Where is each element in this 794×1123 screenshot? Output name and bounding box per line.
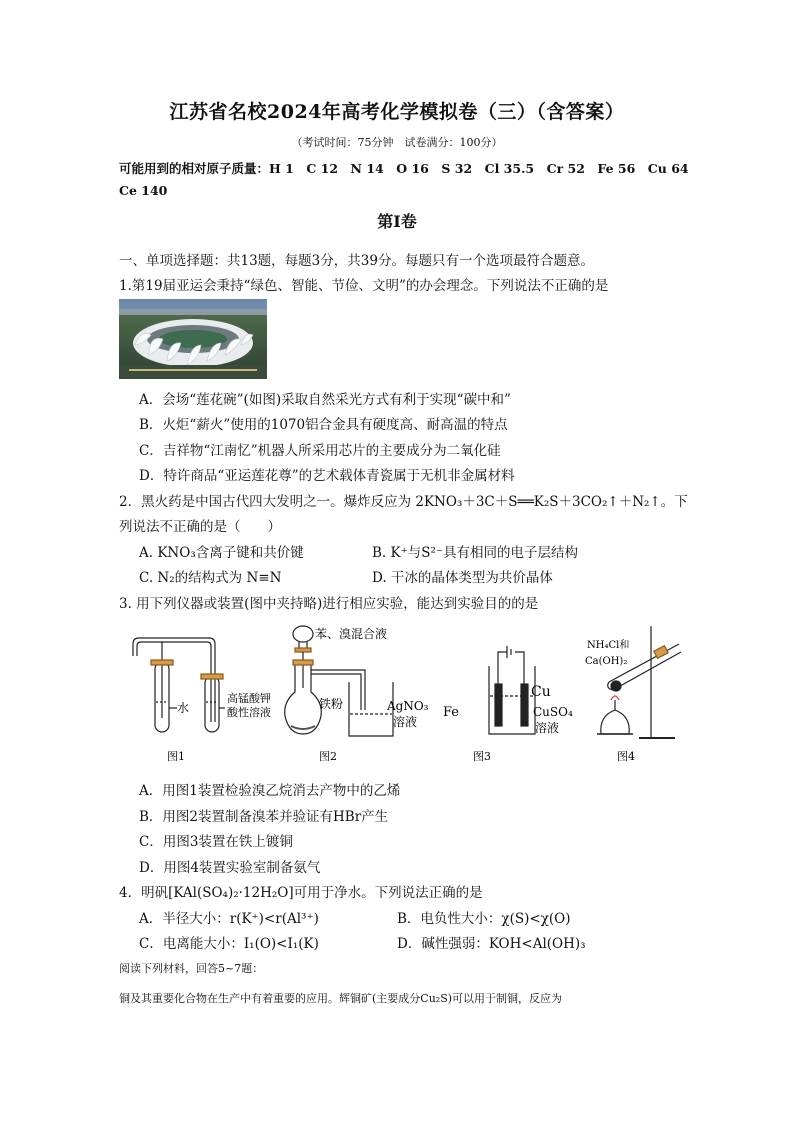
q3-option-a: A．用图1装置检验溴乙烷消去产物中的乙烯 — [139, 783, 401, 799]
volume-heading: 第Ⅰ卷 — [377, 212, 417, 231]
fig3-cuso4-label: CuSO₄ — [533, 705, 573, 719]
exam-info: （考试时间：75分钟 试卷满分：100分） — [291, 136, 503, 149]
fig3-fe-label: Fe — [443, 705, 460, 720]
fig2-iron-label: 铁粉 — [319, 697, 344, 711]
fig1-water-label: 水 — [177, 701, 190, 715]
fig2-agno3-label: AgNO₃ — [387, 699, 429, 713]
q1-option-a: A．会场“莲花碗”(如图)采取自然采光方式有利于实现“碳中和” — [139, 392, 511, 408]
q2-option-b: B. K⁺与S²⁻具有相同的电子层结构 — [372, 545, 578, 561]
fig1-kmno4-label-2: 酸性溶液 — [227, 706, 271, 719]
q4-option-c: C．电离能大小：I₁(O)<I₁(K) — [139, 936, 319, 952]
q4-option-a: A．半径大小：r(K⁺)<r(Al³⁺) — [139, 911, 319, 927]
q1-option-c: C．吉祥物“江南忆”机器人所采用芯片的主要成分为二氧化硅 — [139, 443, 501, 459]
section-instruction: 一、单项选择题：共13题，每题3分，共39分。每题只有一个选项最符合题意。 — [119, 253, 594, 269]
q3-figure — [119, 618, 689, 770]
q3-option-b: B．用图2装置制备溴苯并验证有HBr产生 — [139, 809, 389, 825]
lotus-stadium-photo — [119, 299, 267, 379]
q2-option-a: A. KNO₃含离子键和共价键 — [139, 545, 304, 561]
q2-stem-line-2: 列说法不正确的是（ ） — [119, 519, 281, 535]
fig4-caoh-label: Ca(OH)₂ — [585, 656, 628, 667]
q4-stem: 4．明矾[KAl(SO₄)₂·12H₂O]可用于净水。下列说法正确的是 — [119, 885, 483, 901]
page-title: 江苏省名校2024年高考化学模拟卷（三）（含答案） — [169, 101, 625, 123]
reading-text: 铜及其重要化合物在生产中有着重要的应用。辉铜矿(主要成分Cu₂S)可以用于制铜，反应为 — [119, 992, 563, 1005]
fig4-nh4cl-label: NH₄Cl和 — [587, 640, 630, 651]
figure-2-apparatus — [285, 626, 393, 736]
fig4-caption: 图4 — [617, 750, 635, 763]
fig3-cuso4-solution-label: 溶液 — [535, 721, 560, 735]
fig1-caption: 图1 — [167, 750, 185, 763]
q1-stem: 1.第19届亚运会秉持“绿色、智能、节俭、文明”的办会理念。下列说法不正确的是 — [119, 278, 609, 294]
figure-1-apparatus — [133, 638, 225, 732]
q3-option-d: D．用图4装置实验室制备氨气 — [139, 860, 321, 876]
q1-option-b: B．火炬“薪火”使用的1070铝合金具有硬度高、耐高温的特点 — [139, 417, 508, 433]
q1-option-d: D．特许商品“亚运莲花尊”的艺术载体青瓷属于无机非金属材料 — [139, 468, 515, 484]
q3-option-c: C．用图3装置在铁上镀铜 — [139, 834, 293, 850]
q4-option-b: B．电负性大小：χ(S)<χ(O) — [397, 911, 571, 927]
atomic-mass-line-1: 可能用到的相对原子质量：H 1 C 12 N 14 O 16 S 32 Cl 35.5 Cr 52 Fe 56 Cu 64 — [119, 161, 689, 176]
fig1-kmno4-label-1: 高锰酸钾 — [227, 692, 271, 705]
fig3-cu-label: Cu — [531, 684, 551, 700]
figure-3-apparatus — [489, 646, 535, 734]
reading-intro: 阅读下列材料，回答5~7题： — [119, 962, 264, 975]
q2-option-c: C. N₂的结构式为 N≡N — [139, 570, 282, 586]
fig2-benzene-label: 苯、溴混合液 — [315, 627, 388, 641]
fig3-caption: 图3 — [473, 750, 491, 763]
q2-stem-line-1: 2．黑火药是中国古代四大发明之一。爆炸反应为 2KNO₃＋3C＋S══K₂S＋3CO₂↑＋N₂↑。下 — [119, 494, 688, 510]
q4-option-d: D．碱性强弱：KOH<Al(OH)₃ — [397, 936, 586, 952]
q3-stem: 3. 用下列仪器或装置(图中夹持略)进行相应实验，能达到实验目的的是 — [119, 596, 539, 612]
fig2-caption: 图2 — [319, 750, 337, 763]
atomic-mass-line-2: Ce 140 — [119, 183, 168, 198]
q2-option-d: D. 干冰的晶体类型为共价晶体 — [372, 570, 553, 586]
fig2-agno3-solution-label: 溶液 — [393, 715, 418, 729]
